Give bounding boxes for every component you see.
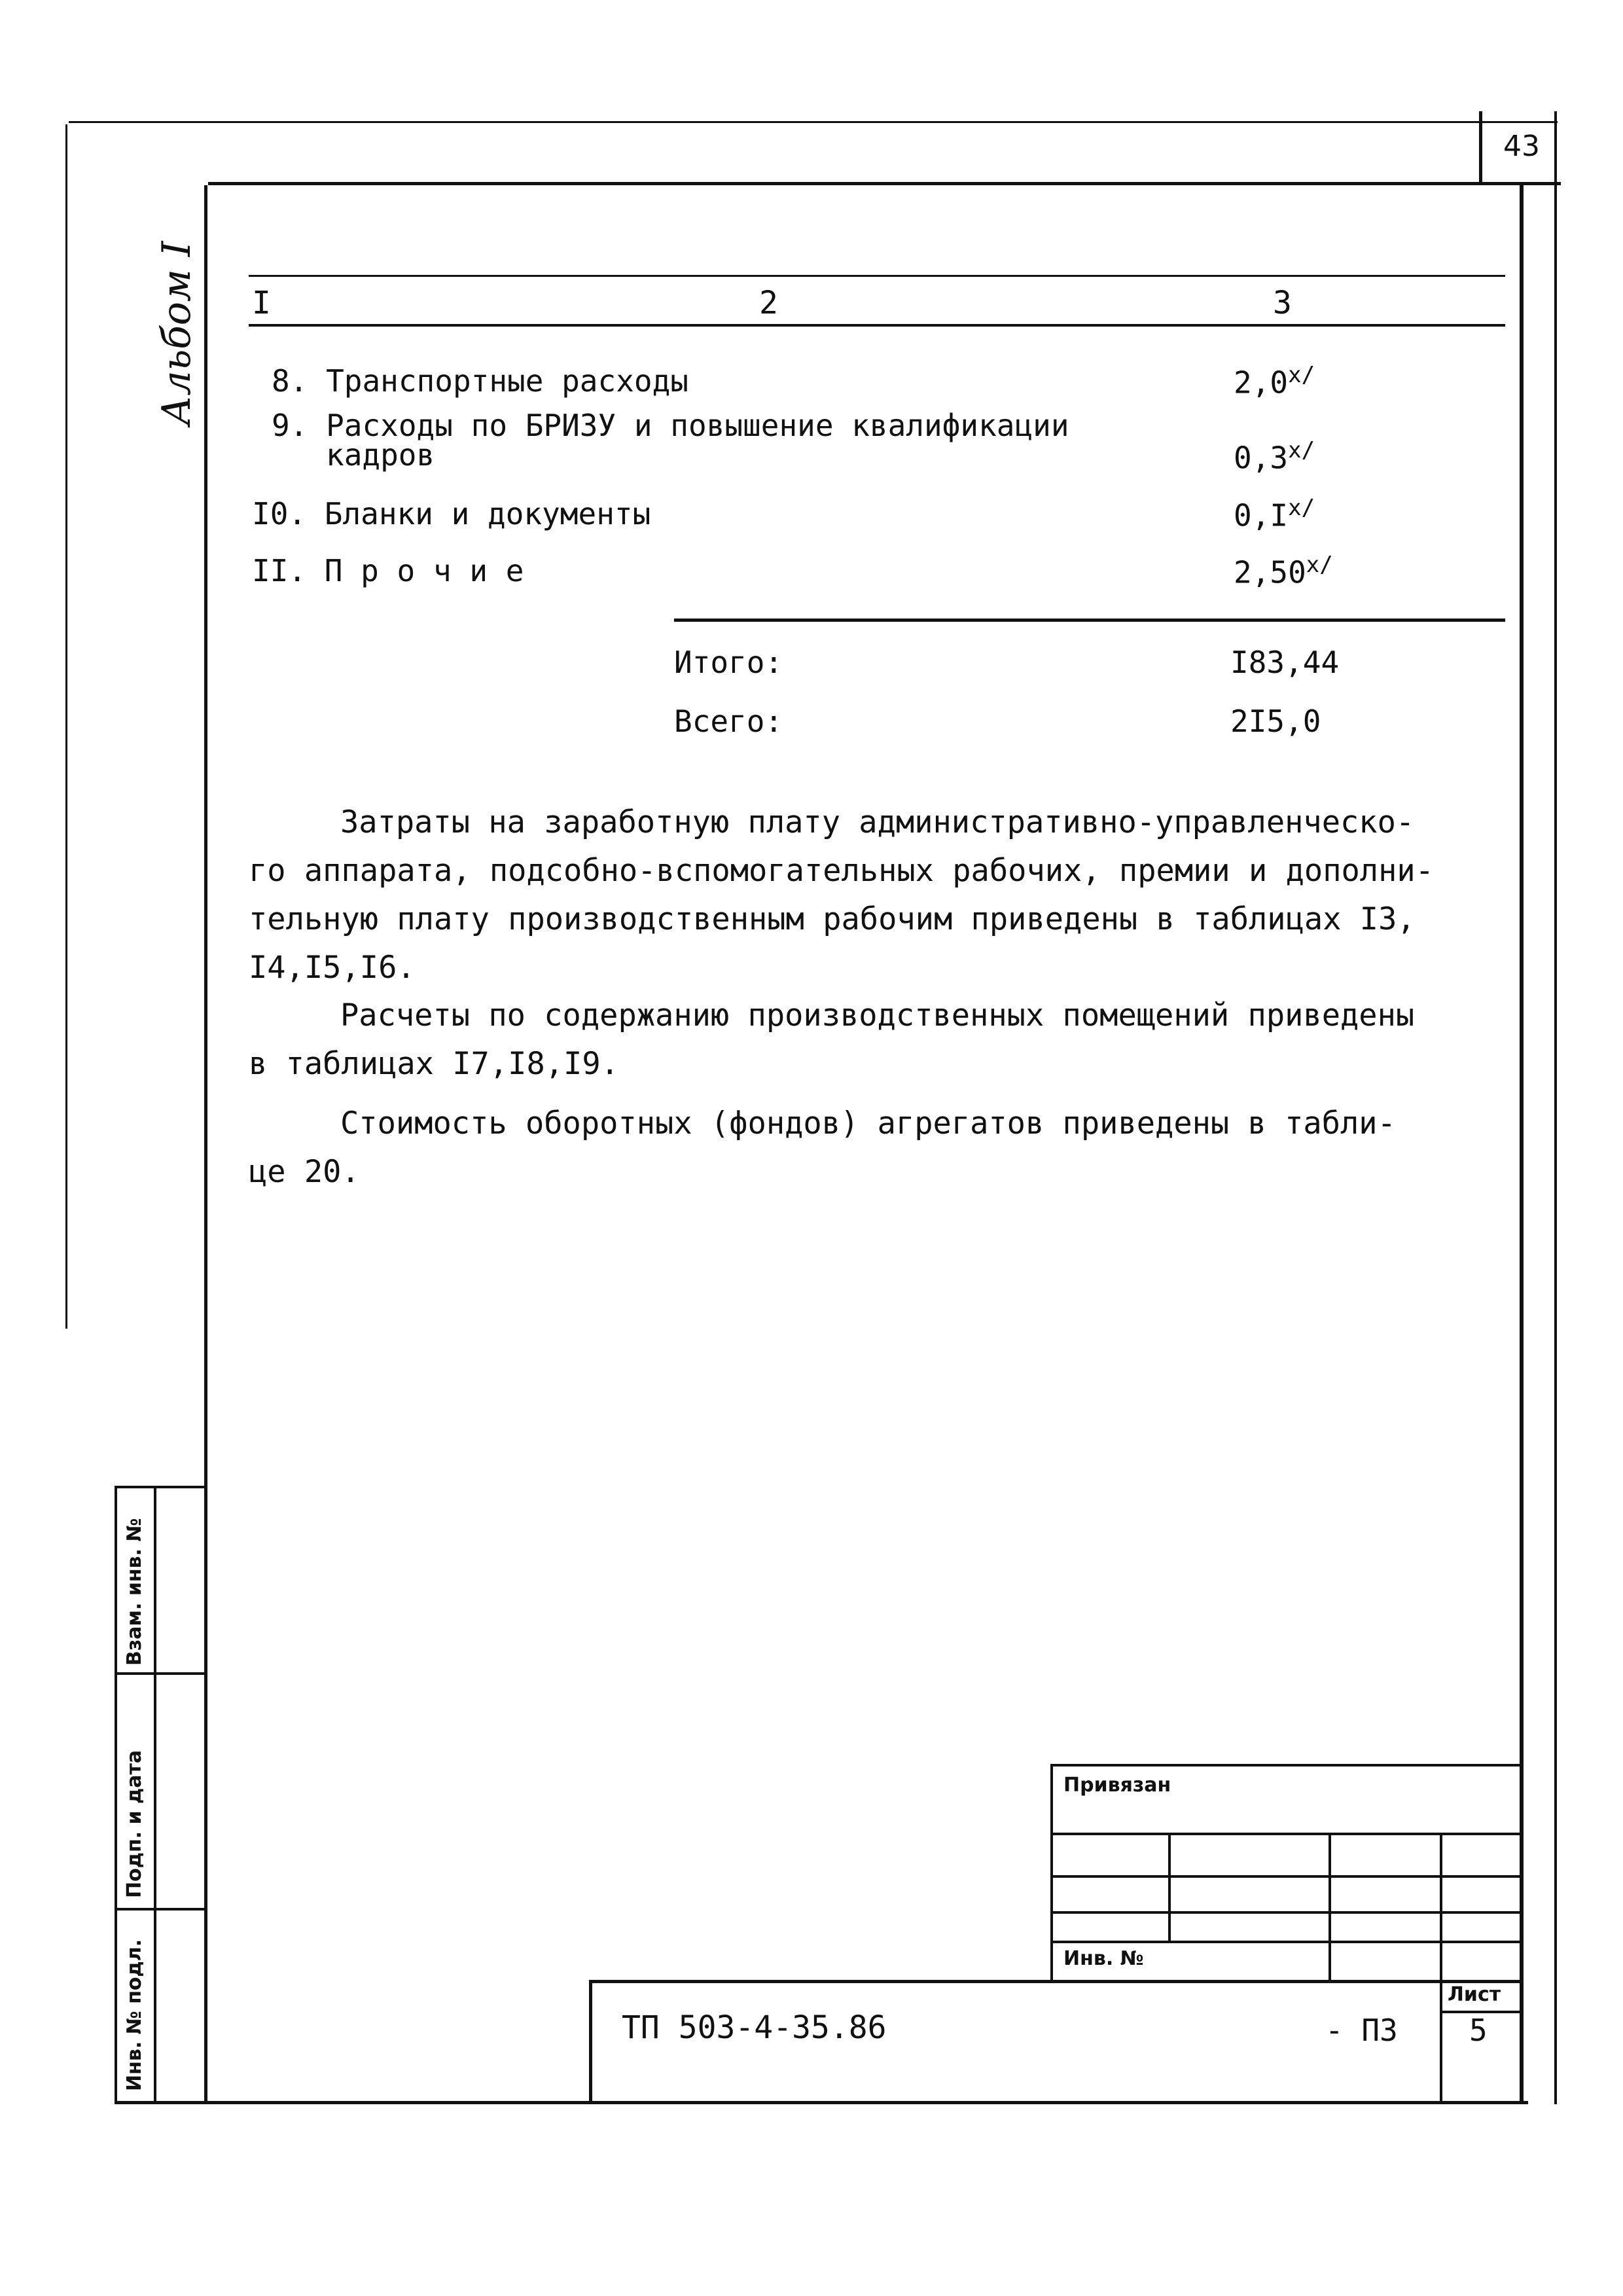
paragraph-2: [249, 992, 1466, 1088]
paragraph-line: Расчеты по содержанию производственных помещений приведены: [340, 997, 1415, 1033]
linked-label: Привязан: [1063, 1774, 1171, 1797]
document-code: ТП 503-4-35.86: [622, 2009, 887, 2046]
album-label: Альбом I: [154, 241, 200, 425]
table-row-value: [1234, 552, 1333, 590]
side-stamp-row-line: [115, 1672, 204, 1675]
paragraph-3: [249, 1100, 1466, 1196]
grand-total-value: 2I5,0: [1230, 704, 1321, 739]
document-suffix: - ПЗ: [1325, 2013, 1398, 2048]
table-row-text: II. П р о ч и е: [252, 553, 524, 588]
totals-top-line: [674, 619, 1505, 622]
value: 0,I: [1234, 497, 1289, 533]
table-row-text: 8. Транспортные расходы: [272, 363, 688, 399]
footnote-mark: х/: [1288, 437, 1315, 463]
page-number: 43: [1479, 111, 1561, 185]
paragraph-line: Стоимость оборотных (фондов) агрегатов приведены в табли-: [340, 1105, 1396, 1141]
linked-row-line: [1050, 1875, 1520, 1878]
table-header-top-line: [249, 275, 1505, 277]
paragraph-line: го аппарата, подсобно-вспомогательных рабочих, премии и дополни-: [249, 853, 1434, 889]
side-label-sign-date: Подп. и дата: [123, 1749, 146, 1898]
linked-col-line: [1329, 1833, 1331, 1980]
paragraph-1: [249, 798, 1466, 992]
table-header-bottom-line: [249, 324, 1505, 327]
side-stamp-row-line: [115, 1908, 204, 1910]
table-header-col3: 3: [1273, 285, 1292, 321]
table-row-value: [1234, 362, 1315, 400]
grand-total-label: Всего:: [674, 704, 783, 739]
sheet-label: Лист: [1448, 1983, 1501, 2006]
footnote-mark: х/: [1288, 362, 1315, 388]
paragraph-line: Затраты на заработную плату административно-управленческо-: [340, 804, 1415, 840]
table-row-value: [1234, 495, 1315, 533]
paragraph-line: це 20.: [249, 1154, 360, 1190]
table-header-col1: I: [252, 285, 271, 321]
total-value: I83,44: [1230, 645, 1340, 680]
linked-row-line: [1050, 1911, 1520, 1914]
outer-left-line: [65, 124, 67, 1329]
value: 2,50: [1234, 554, 1306, 590]
footnote-mark: х/: [1288, 495, 1315, 521]
paragraph-line: I4,I5,I6.: [249, 950, 416, 986]
table-row-value: [1234, 437, 1315, 475]
linked-col-line: [1440, 1833, 1442, 1980]
paragraph-line: в таблицах I7,I8,I9.: [249, 1046, 619, 1082]
frame-right-outer-line: [1554, 111, 1557, 2104]
table-header-col2: 2: [759, 285, 778, 321]
table-row-text: 9. Расходы по БРИЗУ и повышение квалификации: [272, 408, 1069, 443]
value: 2,0: [1234, 365, 1289, 401]
value: 0,3: [1234, 440, 1289, 476]
table-row-text-continued: кадров: [326, 437, 435, 473]
side-stamp-divider: [154, 1486, 156, 2101]
outer-top-line: [69, 121, 1558, 123]
total-label: Итого:: [674, 645, 783, 680]
paragraph-line: тельную плату производственным рабочим приведены в таблицах I3,: [249, 901, 1416, 937]
footnote-mark: х/: [1306, 552, 1333, 578]
sheet-number: 5: [1469, 2013, 1488, 2048]
inv-number-label: Инв. №: [1063, 1947, 1144, 1970]
linked-row-line: [1050, 1941, 1520, 1943]
side-label-orig-inv: Инв. № подл.: [123, 1939, 146, 2091]
linked-col-line: [1168, 1833, 1171, 1941]
table-row-text: I0. Бланки и документы: [252, 496, 651, 531]
linked-row-line: [1050, 1833, 1520, 1835]
side-label-replace-inv: Взам. инв. №: [123, 1518, 146, 1666]
frame-top-line: [208, 182, 1560, 185]
